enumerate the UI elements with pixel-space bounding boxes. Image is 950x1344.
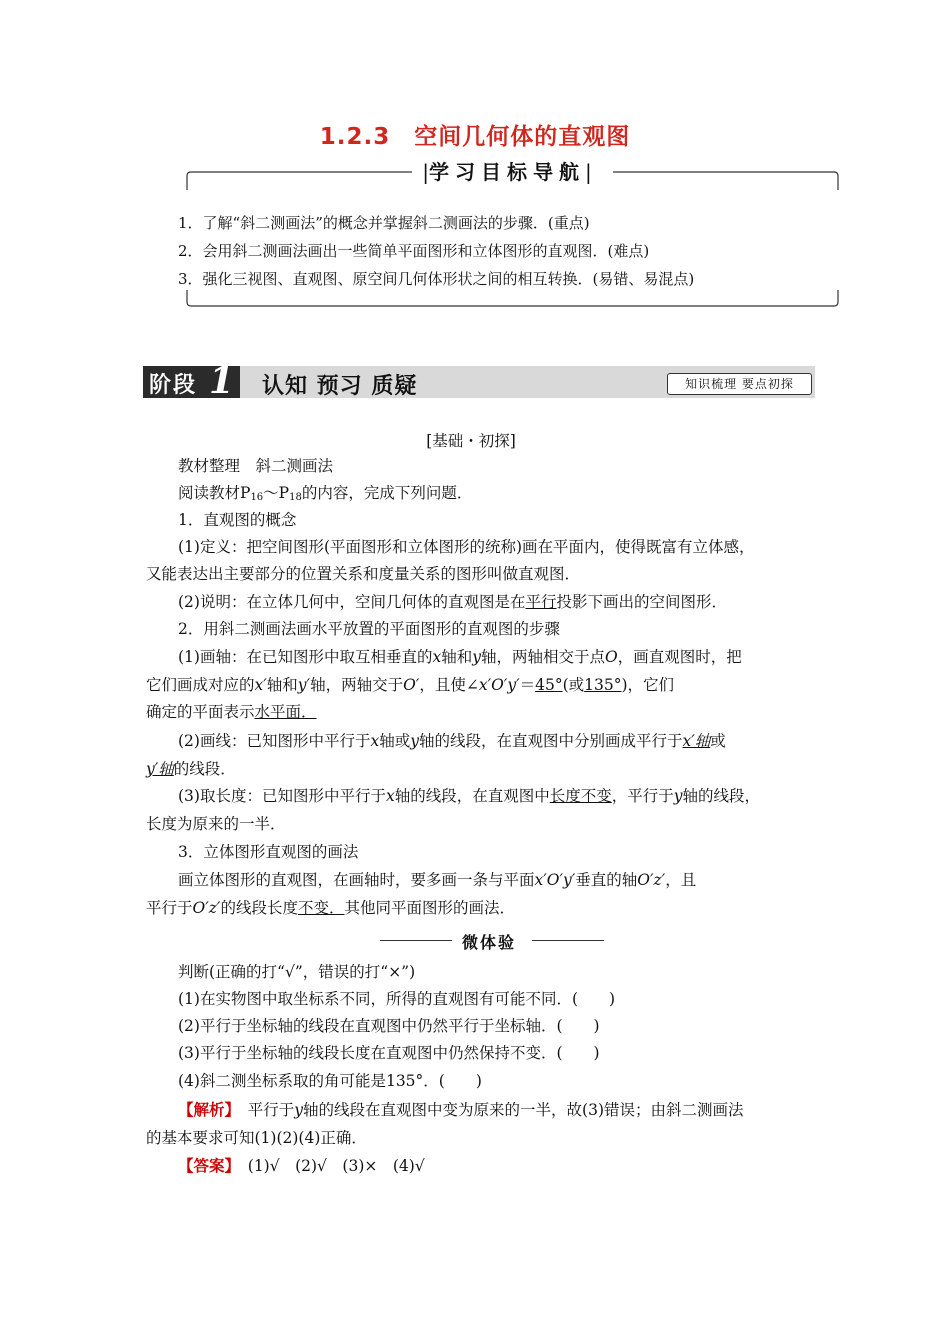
text-line: 画立体图形的直观图，在画轴时，要多画一条与平面x′O′y′垂直的轴O′z′，且 — [178, 871, 697, 889]
question-1: (1)在实物图中取坐标系不同，所得的直观图有可能不同．( ) — [178, 990, 616, 1008]
text-line: 长度为原来的一半． — [146, 815, 286, 833]
text-line: y′轴的线段． — [146, 760, 236, 778]
page-title: 1.2.3 空间几何体的直观图 — [319, 124, 631, 150]
learning-goals-heading: |学习目标导航| — [412, 157, 602, 187]
stage-number: 1 — [209, 360, 235, 402]
answer: 【答案】 (1)√ (2)√ (3)× (4)√ — [178, 1156, 425, 1175]
subsection-heading: 2．用斜二测画法画水平放置的平面图形的直观图的步骤 — [178, 620, 560, 638]
goal-item-1: 1．了解“斜二测画法”的概念并掌握斜二测画法的步骤．(重点) — [178, 214, 590, 232]
stage-title: 认知 预习 质疑 — [262, 373, 418, 399]
text-line: 平行于O′z′的线段长度不变．其他同平面图形的画法． — [146, 899, 515, 917]
text-line: 它们画成对应的x′轴和y′轴，两轴交于O′，且使∠x′O′y′＝45°(或135°)，它们 — [146, 676, 675, 694]
section-heading: 教材整理 斜二测画法 — [178, 457, 334, 475]
basic-label: [基础・初探] — [426, 432, 516, 450]
text-line: 判断(正确的打“√”，错误的打“×”) — [178, 963, 416, 981]
goal-item-3: 3．强化三视图、直观图、原空间几何体形状之间的相互转换．(易错、易混点) — [178, 270, 695, 288]
question-2: (2)平行于坐标轴的线段在直观图中仍然平行于坐标轴．( ) — [178, 1017, 600, 1035]
text-line: (2)画线：已知图形中平行于x轴或y轴的线段，在直观图中分别画成平行于x′轴或 — [178, 732, 726, 750]
stage-tag: 知识梳理 要点初探 — [667, 373, 812, 395]
text-line: 又能表达出主要部分的位置关系和度量关系的图形叫做直观图． — [146, 565, 581, 583]
goal-item-2: 2．会用斜二测画法画出一些简单平面图形和立体图形的直观图．(难点) — [178, 242, 650, 260]
stage-badge — [143, 360, 240, 402]
text-line: 的基本要求可知(1)(2)(4)正确． — [146, 1129, 367, 1147]
subsection-heading: 1．直观图的概念 — [178, 511, 297, 529]
text-line: (1)画轴：在已知图形中取互相垂直的x轴和y轴，两轴相交于点O，画直观图时，把 — [178, 648, 742, 666]
text-line: (1)定义：把空间图形(平面图形和立体图形的统称)画在平面内，使得既富有立体感， — [178, 538, 755, 556]
analysis: 【解析】 平行于y轴的线段在直观图中变为原来的一半，故(3)错误；由斜二测画法 — [178, 1100, 744, 1119]
question-4: (4)斜二测坐标系取的角可能是135°．( ) — [178, 1072, 482, 1090]
stage-label: 阶段 — [149, 373, 198, 398]
subsection-heading: 3．立体图形直观图的画法 — [178, 843, 359, 861]
text-line: 阅读教材$P_{16}\sim P_{18}$的内容，完成下列问题． — [178, 484, 473, 503]
text-line: 确定的平面表示水平面． — [146, 703, 317, 721]
mini-exercise-heading: 微体验 — [380, 930, 604, 952]
question-3: (3)平行于坐标轴的线段长度在直观图中仍然保持不变．( ) — [178, 1044, 600, 1062]
text-line: (2)说明：在立体几何中，空间几何体的直观图是在平行投影下画出的空间图形． — [178, 593, 727, 611]
text-line: (3)取长度：已知图形中平行于x轴的线段，在直观图中长度不变，平行于y轴的线段， — [178, 787, 761, 805]
